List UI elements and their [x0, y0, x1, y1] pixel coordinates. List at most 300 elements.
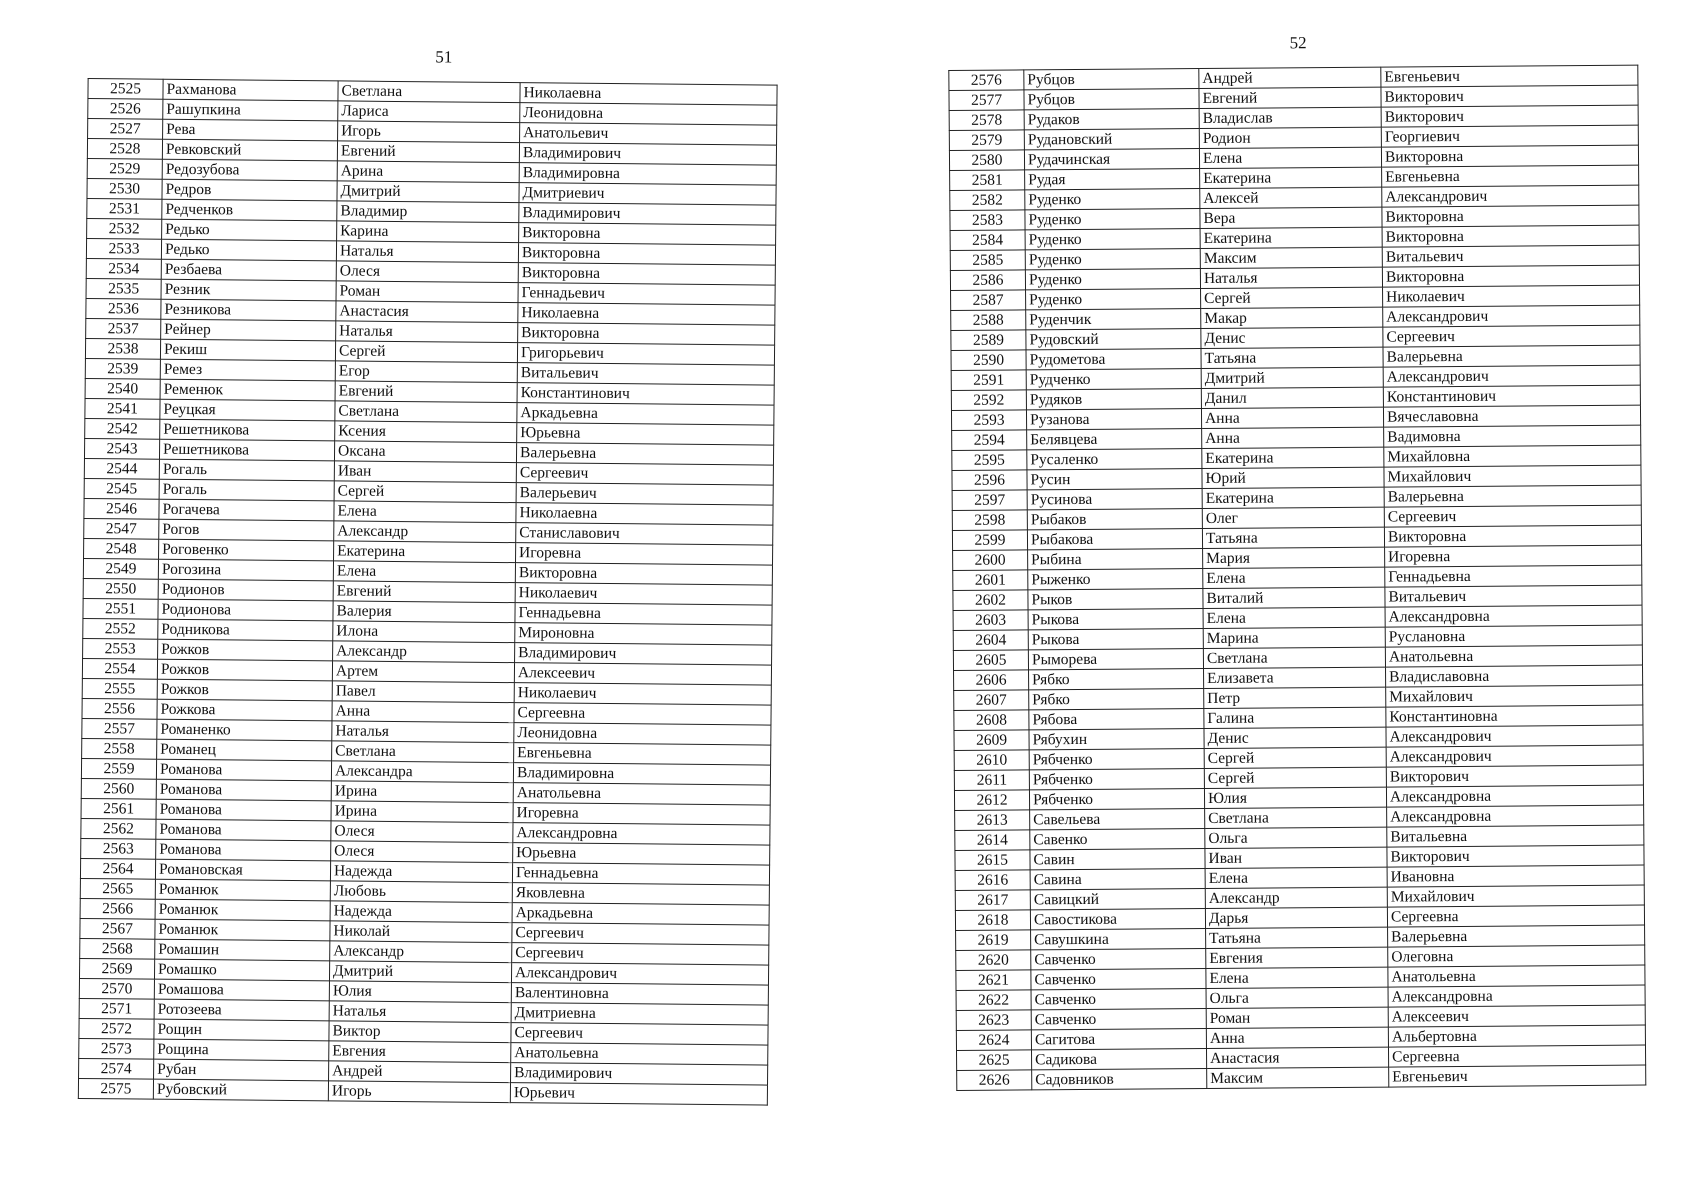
row-number-cell: 2575 [78, 1078, 153, 1099]
first-name-cell: Анна [1201, 407, 1383, 428]
first-name-cell: Макар [1201, 307, 1383, 328]
last-name-cell: Рубан [154, 1059, 329, 1081]
patronymic-cell: Владимирович [519, 203, 776, 225]
row-number-cell: 2603 [953, 610, 1028, 631]
last-name-cell: Рашупкина [163, 99, 338, 121]
row-number-cell: 2537 [86, 318, 161, 339]
last-name-cell: Рожкова [157, 699, 332, 721]
last-name-cell: Рудановский [1024, 129, 1199, 150]
row-number-cell: 2566 [80, 898, 155, 919]
first-name-cell: Максим [1207, 1067, 1389, 1088]
row-number-cell: 2602 [953, 590, 1028, 611]
row-number-cell: 2531 [87, 198, 162, 219]
row-number-cell: 2526 [88, 99, 163, 120]
patronymic-cell: Константиновна [1386, 705, 1643, 727]
patronymic-cell: Сергеевна [1388, 1045, 1645, 1067]
names-table-body [949, 65, 1646, 1090]
first-name-cell: Светлана [335, 401, 517, 423]
patronymic-cell: Сергеевна [1387, 905, 1644, 927]
last-name-cell: Руденко [1025, 229, 1200, 250]
row-number-cell: 2558 [82, 738, 157, 759]
row-number-cell: 2540 [85, 378, 160, 399]
last-name-cell: Ромашко [154, 959, 329, 981]
row-number-cell: 2561 [81, 798, 156, 819]
row-number-cell: 2565 [80, 878, 155, 899]
first-name-cell: Алексей [1200, 187, 1382, 208]
row-number-cell: 2610 [954, 750, 1029, 771]
patronymic-cell: Валерьевна [1388, 925, 1645, 947]
row-number-cell: 2579 [949, 130, 1024, 151]
first-name-cell: Татьяна [1206, 927, 1388, 948]
first-name-cell: Светлана [1205, 807, 1387, 828]
patronymic-cell: Александровна [1386, 785, 1643, 807]
first-name-cell: Елизавета [1204, 667, 1386, 688]
patronymic-cell: Николаевна [518, 303, 775, 325]
first-name-cell: Екатерина [1202, 447, 1384, 468]
first-name-cell: Татьяна [1202, 527, 1384, 548]
patronymic-cell: Алексеевич [1388, 1005, 1645, 1027]
patronymic-cell: Александрович [1383, 305, 1640, 327]
row-number-cell: 2532 [87, 218, 162, 239]
last-name-cell: Рудченко [1026, 369, 1201, 390]
row-number-cell: 2564 [80, 858, 155, 879]
last-name-cell: Рубцов [1024, 89, 1199, 110]
row-number-cell: 2562 [81, 818, 156, 839]
last-name-cell: Рябко [1029, 689, 1204, 710]
first-name-cell: Сергей [334, 481, 516, 503]
row-number-cell: 2534 [86, 258, 161, 279]
row-number-cell: 2563 [81, 838, 156, 859]
row-number-cell: 2527 [88, 119, 163, 140]
patronymic-cell: Валерьевич [516, 483, 773, 505]
first-name-cell: Максим [1200, 247, 1382, 268]
patronymic-cell: Сергеевич [516, 463, 773, 485]
last-name-cell: Белявцева [1027, 429, 1202, 450]
patronymic-cell: Владимировна [513, 763, 770, 785]
row-number-cell: 2552 [83, 618, 158, 639]
last-name-cell: Савельева [1030, 809, 1205, 830]
patronymic-cell: Геннадьевна [515, 603, 772, 625]
row-number-cell: 2586 [950, 270, 1025, 291]
last-name-cell: Рощина [154, 1039, 329, 1061]
row-number-cell: 2624 [956, 1030, 1031, 1051]
last-name-cell: Решетникова [160, 419, 335, 441]
first-name-cell: Андрей [329, 1061, 511, 1083]
patronymic-cell: Яковлевна [512, 883, 769, 905]
last-name-cell: Романюк [155, 899, 330, 921]
last-name-cell: Рябченко [1029, 769, 1204, 790]
last-name-cell: Руденко [1025, 269, 1200, 290]
first-name-cell: Денис [1204, 727, 1386, 748]
last-name-cell: Редров [162, 179, 337, 201]
patronymic-cell: Александрович [1386, 725, 1643, 747]
last-name-cell: Романюк [155, 879, 330, 901]
last-name-cell: Руденчик [1026, 309, 1201, 330]
last-name-cell: Савченко [1031, 949, 1206, 970]
first-name-cell: Александр [334, 521, 516, 543]
first-name-cell: Сергей [1201, 287, 1383, 308]
last-name-cell: Рябченко [1029, 789, 1204, 810]
last-name-cell: Рябко [1029, 669, 1204, 690]
last-name-cell: Рогозина [158, 559, 333, 581]
first-name-cell: Мария [1203, 547, 1385, 568]
last-name-cell: Сагитова [1031, 1029, 1206, 1050]
patronymic-cell: Витальевич [517, 363, 774, 385]
last-name-cell: Романюк [155, 919, 330, 941]
patronymic-cell: Евгеньевна [514, 743, 771, 765]
first-name-cell: Ольга [1206, 987, 1388, 1008]
first-name-cell: Надежда [330, 901, 512, 923]
first-name-cell: Евгения [1206, 947, 1388, 968]
last-name-cell: Садовников [1032, 1069, 1207, 1090]
row-number-cell: 2559 [81, 758, 156, 779]
row-number-cell: 2589 [951, 330, 1026, 351]
first-name-cell: Андрей [1199, 67, 1381, 88]
first-name-cell: Юрий [1202, 467, 1384, 488]
last-name-cell: Рыбакова [1027, 529, 1202, 550]
patronymic-cell: Витальевна [1387, 825, 1644, 847]
row-number-cell: 2568 [80, 938, 155, 959]
row-number-cell: 2554 [82, 658, 157, 679]
patronymic-cell: Владимирович [511, 1063, 768, 1085]
last-name-cell: Ревковский [162, 139, 337, 161]
last-name-cell: Резникова [161, 299, 336, 321]
last-name-cell: Савин [1030, 849, 1205, 870]
last-name-cell: Рыбина [1028, 549, 1203, 570]
last-name-cell: Рыкова [1028, 609, 1203, 630]
first-name-cell: Иван [1205, 847, 1387, 868]
row-number-cell: 2612 [954, 790, 1029, 811]
patronymic-cell: Руслановна [1385, 625, 1642, 647]
first-name-cell: Евгений [1199, 87, 1381, 108]
row-number-cell: 2583 [950, 210, 1025, 231]
last-name-cell: Рыморева [1028, 649, 1203, 670]
row-number-cell: 2607 [954, 690, 1029, 711]
first-name-cell: Дмитрий [1201, 367, 1383, 388]
last-name-cell: Рудяков [1026, 389, 1201, 410]
first-name-cell: Елена [1199, 147, 1381, 168]
row-number-cell: 2557 [82, 718, 157, 739]
first-name-cell: Светлана [338, 81, 520, 103]
patronymic-cell: Евгеньевна [1382, 165, 1639, 187]
row-number-cell: 2528 [87, 139, 162, 160]
first-name-cell: Светлана [1203, 647, 1385, 668]
row-number-cell: 2580 [949, 150, 1024, 171]
patronymic-cell: Валерьевна [1383, 345, 1640, 367]
last-name-cell: Рожков [157, 679, 332, 701]
last-name-cell: Рекиш [160, 339, 335, 361]
row-number-cell: 2596 [952, 470, 1027, 491]
first-name-cell: Родион [1199, 127, 1381, 148]
last-name-cell: Редченков [162, 199, 337, 221]
first-name-cell: Олеся [336, 261, 518, 283]
row-number-cell: 2601 [953, 570, 1028, 591]
row-number-cell: 2621 [956, 970, 1031, 991]
last-name-cell: Реуцкая [160, 399, 335, 421]
row-number-cell: 2535 [86, 278, 161, 299]
last-name-cell: Романенко [157, 719, 332, 741]
row-number-cell: 2543 [84, 438, 159, 459]
first-name-cell: Надежда [330, 861, 512, 883]
first-name-cell: Илона [333, 621, 515, 643]
patronymic-cell: Леонидовна [514, 723, 771, 745]
patronymic-cell: Анатольевич [520, 123, 777, 145]
row-number-cell: 2593 [951, 410, 1026, 431]
first-name-cell: Екатерина [1200, 167, 1382, 188]
patronymic-cell: Сергеевич [512, 923, 769, 945]
patronymic-cell: Аркадьевна [517, 403, 774, 425]
patronymic-cell: Михайлович [1387, 885, 1644, 907]
patronymic-cell: Анатольевна [1385, 645, 1642, 667]
last-name-cell: Савина [1030, 869, 1205, 890]
patronymic-cell: Викторович [1381, 105, 1638, 127]
last-name-cell: Романова [156, 819, 331, 841]
row-number-cell: 2587 [951, 290, 1026, 311]
first-name-cell: Игорь [328, 1081, 510, 1103]
first-name-cell: Олег [1202, 507, 1384, 528]
last-name-cell: Рожков [158, 639, 333, 661]
patronymic-cell: Викторовна [1382, 265, 1639, 287]
row-number-cell: 2625 [956, 1050, 1031, 1071]
patronymic-cell: Викторовна [515, 563, 772, 585]
patronymic-cell: Игоревна [513, 803, 770, 825]
row-number-cell: 2549 [83, 558, 158, 579]
patronymic-cell: Витальевич [1382, 245, 1639, 267]
patronymic-cell: Владиславовна [1386, 665, 1643, 687]
patronymic-cell: Евгеньевич [1381, 65, 1638, 87]
patronymic-cell: Александровна [1388, 985, 1645, 1007]
first-name-cell: Лариса [338, 101, 520, 123]
names-table [78, 78, 778, 1106]
row-number-cell: 2614 [955, 830, 1030, 851]
row-number-cell: 2591 [951, 370, 1026, 391]
first-name-cell: Анастасия [336, 301, 518, 323]
patronymic-cell: Михайловна [1384, 445, 1641, 467]
last-name-cell: Родионов [158, 579, 333, 601]
row-number-cell: 2555 [82, 678, 157, 699]
last-name-cell: Роговенко [159, 539, 334, 561]
patronymic-cell: Константинович [1383, 385, 1640, 407]
first-name-cell: Юлия [329, 981, 511, 1003]
first-name-cell: Николай [330, 921, 512, 943]
patronymic-cell: Александровна [513, 823, 770, 845]
patronymic-cell: Сергеевич [512, 943, 769, 965]
first-name-cell: Екатерина [334, 541, 516, 563]
first-name-cell: Олеся [331, 821, 513, 843]
patronymic-cell: Михайлович [1386, 685, 1643, 707]
page-number: 51 [435, 47, 453, 67]
last-name-cell: Савченко [1031, 989, 1206, 1010]
row-number-cell: 2608 [954, 710, 1029, 731]
last-name-cell: Редько [162, 219, 337, 241]
row-number-cell: 2574 [79, 1058, 154, 1079]
patronymic-cell: Александровна [1387, 805, 1644, 827]
patronymic-cell: Георгиевич [1381, 125, 1638, 147]
row-number-cell: 2569 [79, 958, 154, 979]
last-name-cell: Рябова [1029, 709, 1204, 730]
patronymic-cell: Игоревна [1385, 545, 1642, 567]
row-number-cell: 2560 [81, 778, 156, 799]
patronymic-cell: Александровна [1385, 605, 1642, 627]
patronymic-cell: Сергеевна [514, 703, 771, 725]
patronymic-cell: Игоревна [516, 543, 773, 565]
last-name-cell: Романова [156, 799, 331, 821]
first-name-cell: Анна [332, 701, 514, 723]
first-name-cell: Наталья [329, 1001, 511, 1023]
row-number-cell: 2605 [953, 650, 1028, 671]
patronymic-cell: Витальевич [1385, 585, 1642, 607]
row-number-cell: 2595 [952, 450, 1027, 471]
first-name-cell: Александра [331, 761, 513, 783]
last-name-cell: Редозубова [162, 159, 337, 181]
last-name-cell: Руденко [1025, 209, 1200, 230]
row-number-cell: 2525 [88, 79, 163, 100]
first-name-cell: Карина [337, 221, 519, 243]
last-name-cell: Рогаль [159, 479, 334, 501]
last-name-cell: Руденко [1025, 249, 1200, 270]
patronymic-cell: Михайлович [1384, 465, 1641, 487]
first-name-cell: Сергей [335, 341, 517, 363]
last-name-cell: Рузанова [1026, 409, 1201, 430]
row-number-cell: 2538 [85, 338, 160, 359]
first-name-cell: Данил [1201, 387, 1383, 408]
patronymic-cell: Дмитриевич [519, 183, 776, 205]
patronymic-cell: Викторовна [518, 323, 775, 345]
last-name-cell: Рудовский [1026, 329, 1201, 350]
first-name-cell: Любовь [330, 881, 512, 903]
row-number-cell: 2547 [84, 518, 159, 539]
row-number-cell: 2571 [79, 998, 154, 1019]
patronymic-cell: Сергеевич [1384, 505, 1641, 527]
row-number-cell: 2576 [949, 70, 1024, 91]
first-name-cell: Олеся [331, 841, 513, 863]
row-number-cell: 2597 [952, 490, 1027, 511]
patronymic-cell: Александрович [511, 963, 768, 985]
first-name-cell: Евгений [337, 141, 519, 163]
first-name-cell: Александр [330, 941, 512, 963]
patronymic-cell: Анатольевна [1388, 965, 1645, 987]
last-name-cell: Рогачева [159, 499, 334, 521]
last-name-cell: Романова [156, 759, 331, 781]
row-number-cell: 2533 [86, 238, 161, 259]
row-number-cell: 2582 [950, 190, 1025, 211]
patronymic-cell: Викторовна [518, 263, 775, 285]
patronymic-cell: Олеговна [1388, 945, 1645, 967]
row-number-cell: 2530 [87, 178, 162, 199]
first-name-cell: Евгений [335, 381, 517, 403]
last-name-cell: Резник [161, 279, 336, 301]
row-number-cell: 2570 [79, 978, 154, 999]
first-name-cell: Елена [334, 501, 516, 523]
row-number-cell: 2619 [956, 930, 1031, 951]
first-name-cell: Наталья [336, 321, 518, 343]
patronymic-cell: Ивановна [1387, 865, 1644, 887]
last-name-cell: Савенко [1030, 829, 1205, 850]
patronymic-cell: Викторовна [518, 243, 775, 265]
row-number-cell: 2584 [950, 230, 1025, 251]
first-name-cell: Владимир [337, 201, 519, 223]
row-number-cell: 2623 [956, 1010, 1031, 1031]
patronymic-cell: Александрович [1382, 185, 1639, 207]
last-name-cell: Савченко [1031, 969, 1206, 990]
patronymic-cell: Николаевич [514, 683, 771, 705]
row-number-cell: 2585 [950, 250, 1025, 271]
last-name-cell: Ромашова [154, 979, 329, 1001]
row-number-cell: 2577 [949, 90, 1024, 111]
patronymic-cell: Владимирович [519, 143, 776, 165]
row-number-cell: 2567 [80, 918, 155, 939]
row-number-cell: 2529 [87, 158, 162, 179]
last-name-cell: Русаленко [1027, 449, 1202, 470]
patronymic-cell: Викторовна [1384, 525, 1641, 547]
row-number-cell: 2572 [79, 1018, 154, 1039]
first-name-cell: Оксана [334, 441, 516, 463]
first-name-cell: Денис [1201, 327, 1383, 348]
first-name-cell: Дмитрий [337, 181, 519, 203]
first-name-cell: Виктор [329, 1021, 511, 1043]
last-name-cell: Рябченко [1029, 749, 1204, 770]
last-name-cell: Рыбаков [1027, 509, 1202, 530]
first-name-cell: Роман [1206, 1007, 1388, 1028]
first-name-cell: Арина [337, 161, 519, 183]
patronymic-cell: Сергеевич [1383, 325, 1640, 347]
first-name-cell: Евгения [329, 1041, 511, 1063]
first-name-cell: Петр [1204, 687, 1386, 708]
row-number-cell: 2600 [953, 550, 1028, 571]
first-name-cell: Галина [1204, 707, 1386, 728]
page-number: 52 [1289, 33, 1307, 53]
last-name-cell: Савушкина [1031, 929, 1206, 950]
first-name-cell: Вера [1200, 207, 1382, 228]
row-number-cell: 2609 [954, 730, 1029, 751]
patronymic-cell: Григорьевич [517, 343, 774, 365]
first-name-cell: Сергей [1204, 767, 1386, 788]
patronymic-cell: Викторовна [1381, 145, 1638, 167]
patronymic-cell: Мироновна [515, 623, 772, 645]
patronymic-cell: Николаевич [515, 583, 772, 605]
last-name-cell: Рыкова [1028, 629, 1203, 650]
last-name-cell: Ротозеева [154, 999, 329, 1021]
last-name-cell: Ремез [160, 359, 335, 381]
first-name-cell: Дарья [1205, 907, 1387, 928]
patronymic-cell: Леонидовна [520, 103, 777, 125]
last-name-cell: Романова [156, 779, 331, 801]
first-name-cell: Елена [1203, 607, 1385, 628]
first-name-cell: Елена [333, 561, 515, 583]
last-name-cell: Русинова [1027, 489, 1202, 510]
patronymic-cell: Вячеславовна [1383, 405, 1640, 427]
patronymic-cell: Викторовна [519, 223, 776, 245]
last-name-cell: Рейнер [161, 319, 336, 341]
last-name-cell: Рудаков [1024, 109, 1199, 130]
patronymic-cell: Юрьевна [513, 843, 770, 865]
row-number-cell: 2604 [953, 630, 1028, 651]
row-number-cell: 2620 [956, 950, 1031, 971]
row-number-cell: 2626 [957, 1070, 1032, 1091]
patronymic-cell: Аркадьевна [512, 903, 769, 925]
patronymic-cell: Валерьевна [1384, 485, 1641, 507]
row-number-cell: 2550 [83, 578, 158, 599]
patronymic-cell: Станиславович [516, 523, 773, 545]
first-name-cell: Наталья [336, 241, 518, 263]
patronymic-cell: Геннадьевна [512, 863, 769, 885]
patronymic-cell: Геннадьевич [518, 283, 775, 305]
last-name-cell: Рудачинская [1024, 149, 1199, 170]
row-number-cell: 2541 [85, 398, 160, 419]
last-name-cell: Рудометова [1026, 349, 1201, 370]
first-name-cell: Анастасия [1206, 1047, 1388, 1068]
last-name-cell: Русин [1027, 469, 1202, 490]
